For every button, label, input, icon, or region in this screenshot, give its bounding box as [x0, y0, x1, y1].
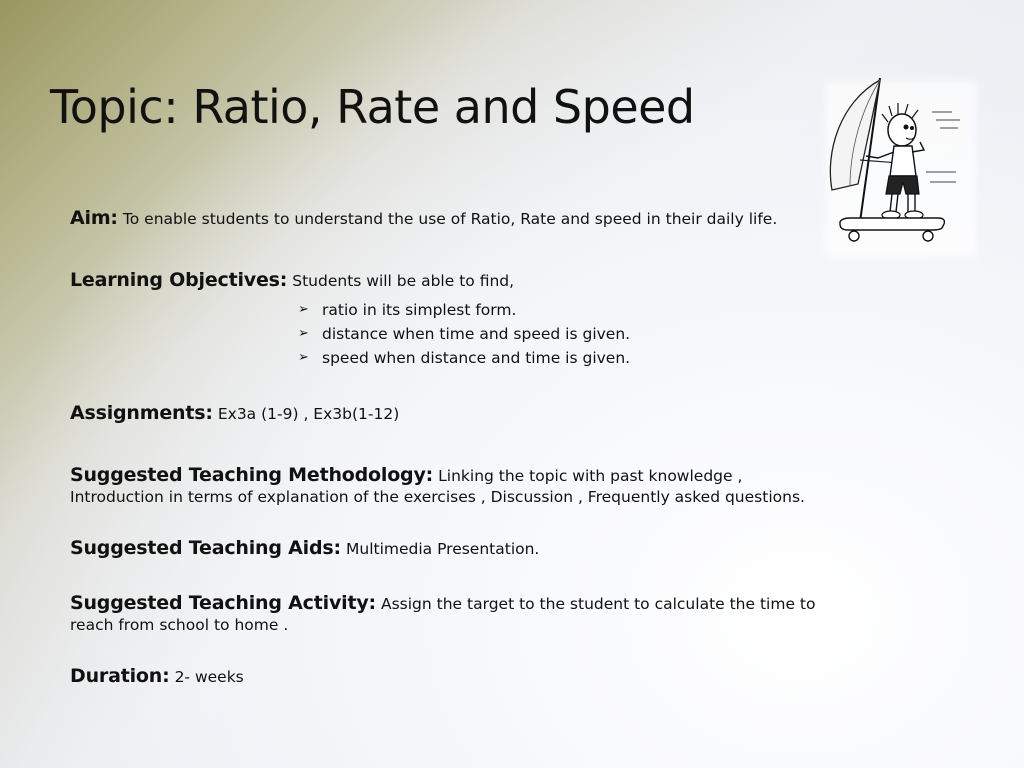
activity-label: Suggested Teaching Activity: [70, 592, 376, 614]
aim-label: Aim: [70, 207, 118, 229]
assignments-section [70, 402, 860, 424]
assignments-text: Ex3a (1-9) , Ex3b(1-12) [217, 405, 400, 423]
aids-text: Multimedia Presentation. [346, 540, 540, 558]
assignments-label: Assignments: [70, 402, 213, 424]
arrow-bullet-icon: ➢ [298, 326, 309, 341]
activity-section [70, 592, 860, 634]
duration-text: 2- weeks [174, 668, 244, 686]
windsurfer-skateboard-illustration [820, 72, 980, 262]
list-item [298, 298, 630, 322]
arrow-bullet-icon: ➢ [298, 302, 309, 317]
objectives-list [298, 298, 630, 370]
objective-text: ratio in its simplest form. [322, 301, 517, 319]
slide-title: Topic: Ratio, Rate and Speed [50, 80, 695, 134]
duration-section [70, 665, 860, 687]
arrow-bullet-icon: ➢ [298, 350, 309, 365]
aim-text: To enable students to understand the use of Ratio, Rate and speed in their daily life. [122, 210, 778, 228]
methodology-section [70, 464, 860, 506]
methodology-text: Linking the topic with past knowledge , [438, 467, 743, 485]
activity-text-continued: reach from school to home . [70, 616, 289, 634]
objectives-section [70, 269, 860, 291]
aim-section [70, 207, 860, 229]
aids-label: Suggested Teaching Aids: [70, 537, 341, 559]
duration-label: Duration: [70, 665, 170, 687]
objective-text: distance when time and speed is given. [322, 325, 631, 343]
objectives-label: Learning Objectives: [70, 269, 288, 291]
activity-text: Assign the target to the student to calculate the time to [381, 595, 816, 613]
methodology-label: Suggested Teaching Methodology: [70, 464, 434, 486]
aids-section [70, 537, 860, 559]
methodology-text-continued: Introduction in terms of explanation of the exercises , Discussion , Frequently asked questions. [70, 488, 805, 506]
list-item [298, 322, 630, 346]
objective-text: speed when distance and time is given. [322, 349, 631, 367]
objectives-text: Students will be able to find, [292, 272, 515, 290]
list-item [298, 346, 630, 370]
